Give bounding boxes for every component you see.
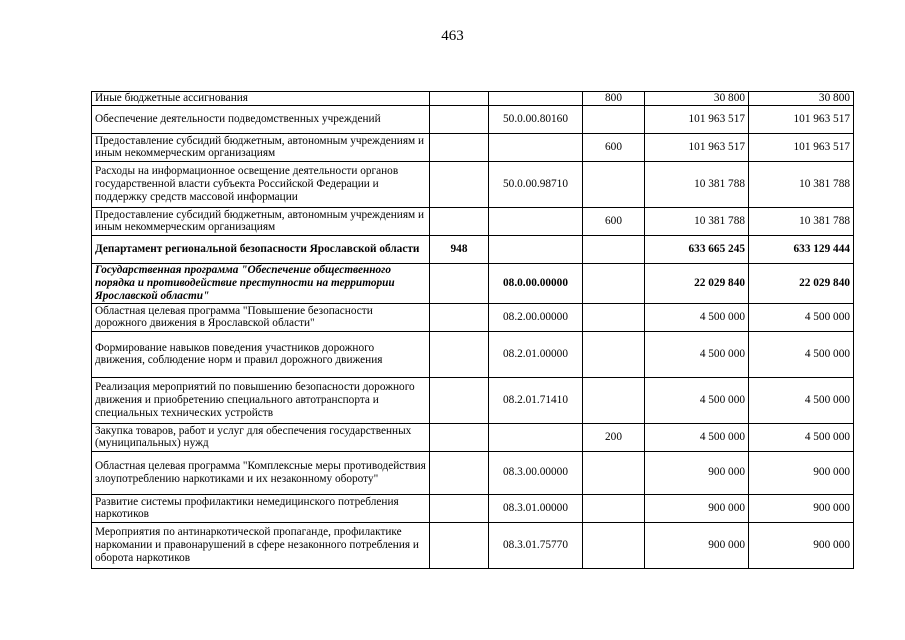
- table-row: [92, 377, 854, 423]
- row-name-cell: Предоставление субсидий бюджетным, автономным учреждениям и иным некоммерческим организациям: [92, 207, 430, 235]
- row-name-cell: Расходы на информационное освещение деятельности органов государственной власти субъекта Российской Федерации и поддержку средств массовой информации: [92, 161, 430, 207]
- expense-type-cell: [583, 303, 645, 331]
- row-name-cell: Развитие системы профилактики немедицинского потребления наркотиков: [92, 494, 430, 522]
- department-code-cell: 948: [430, 235, 489, 263]
- amount-year1-cell: 4 500 000: [645, 303, 749, 331]
- department-code-cell: [430, 133, 489, 161]
- amount-year2-cell: 101 963 517: [749, 105, 854, 133]
- amount-year2-cell: 101 963 517: [749, 133, 854, 161]
- amount-year2-cell: 900 000: [749, 451, 854, 494]
- department-code-cell: [430, 161, 489, 207]
- table-row: [92, 303, 854, 331]
- table-row: [92, 235, 854, 263]
- target-item-code-cell: [489, 423, 583, 451]
- target-item-code-cell: 08.2.01.71410: [489, 377, 583, 423]
- amount-year2-cell: 900 000: [749, 494, 854, 522]
- expense-type-cell: [583, 377, 645, 423]
- row-name-cell: Закупка товаров, работ и услуг для обеспечения государственных (муниципальных) нужд: [92, 423, 430, 451]
- expense-type-cell: [583, 263, 645, 303]
- target-item-code-cell: [489, 92, 583, 106]
- amount-year1-cell: 900 000: [645, 494, 749, 522]
- table-row: [92, 423, 854, 451]
- amount-year2-cell: 4 500 000: [749, 423, 854, 451]
- expense-type-cell: 800: [583, 92, 645, 106]
- page-number: 463: [441, 28, 464, 44]
- table-row: [92, 494, 854, 522]
- amount-year1-cell: 900 000: [645, 522, 749, 568]
- table-row: [92, 133, 854, 161]
- table-row: [92, 263, 854, 303]
- amount-year1-cell: 4 500 000: [645, 331, 749, 377]
- amount-year2-cell: 30 800: [749, 92, 854, 106]
- department-code-cell: [430, 451, 489, 494]
- amount-year1-cell: 101 963 517: [645, 105, 749, 133]
- table-row: [92, 522, 854, 568]
- target-item-code-cell: 08.2.01.00000: [489, 331, 583, 377]
- row-name-cell: Обеспечение деятельности подведомственных учреждений: [92, 105, 430, 133]
- expense-type-cell: [583, 331, 645, 377]
- target-item-code-cell: [489, 207, 583, 235]
- department-code-cell: [430, 303, 489, 331]
- department-code-cell: [430, 92, 489, 106]
- expense-type-cell: 600: [583, 207, 645, 235]
- department-code-cell: [430, 207, 489, 235]
- amount-year1-cell: 4 500 000: [645, 423, 749, 451]
- department-code-cell: [430, 377, 489, 423]
- row-name-cell: Государственная программа "Обеспечение общественного порядка и противодействие преступности на территории Ярославской области": [92, 263, 430, 303]
- row-name-cell: Предоставление субсидий бюджетным, автономным учреждениям и иным некоммерческим организациям: [92, 133, 430, 161]
- budget-table: [91, 91, 854, 569]
- amount-year2-cell: 4 500 000: [749, 377, 854, 423]
- row-name-cell: Реализация мероприятий по повышению безопасности дорожного движения и приобретению специального автотранспорта и специальных технических устройств: [92, 377, 430, 423]
- expense-type-cell: [583, 161, 645, 207]
- row-name-cell: Областная целевая программа "Повышение безопасности дорожного движения в Ярославской области": [92, 303, 430, 331]
- table-row: [92, 92, 854, 106]
- amount-year2-cell: 10 381 788: [749, 207, 854, 235]
- target-item-code-cell: 50.0.00.80160: [489, 105, 583, 133]
- amount-year1-cell: 30 800: [645, 92, 749, 106]
- department-code-cell: [430, 423, 489, 451]
- amount-year1-cell: 4 500 000: [645, 377, 749, 423]
- amount-year1-cell: 10 381 788: [645, 207, 749, 235]
- target-item-code-cell: [489, 133, 583, 161]
- target-item-code-cell: 08.3.00.00000: [489, 451, 583, 494]
- amount-year1-cell: 633 665 245: [645, 235, 749, 263]
- amount-year2-cell: 4 500 000: [749, 331, 854, 377]
- amount-year2-cell: 900 000: [749, 522, 854, 568]
- target-item-code-cell: 08.3.01.00000: [489, 494, 583, 522]
- table-row: [92, 207, 854, 235]
- expense-type-cell: [583, 105, 645, 133]
- department-code-cell: [430, 263, 489, 303]
- target-item-code-cell: [489, 235, 583, 263]
- table-row: [92, 331, 854, 377]
- table-row: [92, 451, 854, 494]
- expense-type-cell: 200: [583, 423, 645, 451]
- amount-year2-cell: 22 029 840: [749, 263, 854, 303]
- row-name-cell: Формирование навыков поведения участников дорожного движения, соблюдение норм и правил дорожного движения: [92, 331, 430, 377]
- department-code-cell: [430, 105, 489, 133]
- expense-type-cell: [583, 235, 645, 263]
- amount-year1-cell: 101 963 517: [645, 133, 749, 161]
- expense-type-cell: 600: [583, 133, 645, 161]
- target-item-code-cell: 08.0.00.00000: [489, 263, 583, 303]
- amount-year2-cell: 4 500 000: [749, 303, 854, 331]
- department-code-cell: [430, 494, 489, 522]
- expense-type-cell: [583, 451, 645, 494]
- expense-type-cell: [583, 522, 645, 568]
- target-item-code-cell: 08.3.01.75770: [489, 522, 583, 568]
- amount-year1-cell: 22 029 840: [645, 263, 749, 303]
- amount-year2-cell: 10 381 788: [749, 161, 854, 207]
- amount-year1-cell: 900 000: [645, 451, 749, 494]
- table-row: [92, 161, 854, 207]
- row-name-cell: Областная целевая программа "Комплексные меры противодействия злоупотреблению наркотиками и их незаконному обороту": [92, 451, 430, 494]
- target-item-code-cell: 08.2.00.00000: [489, 303, 583, 331]
- amount-year2-cell: 633 129 444: [749, 235, 854, 263]
- department-code-cell: [430, 331, 489, 377]
- row-name-cell: Департамент региональной безопасности Ярославской области: [92, 235, 430, 263]
- row-name-cell: Мероприятия по антинаркотической пропаганде, профилактике наркомании и правонарушений в сфере незаконного потребления и оборота наркотиков: [92, 522, 430, 568]
- table-row: [92, 105, 854, 133]
- target-item-code-cell: 50.0.00.98710: [489, 161, 583, 207]
- amount-year1-cell: 10 381 788: [645, 161, 749, 207]
- row-name-cell: Иные бюджетные ассигнования: [92, 92, 430, 106]
- expense-type-cell: [583, 494, 645, 522]
- department-code-cell: [430, 522, 489, 568]
